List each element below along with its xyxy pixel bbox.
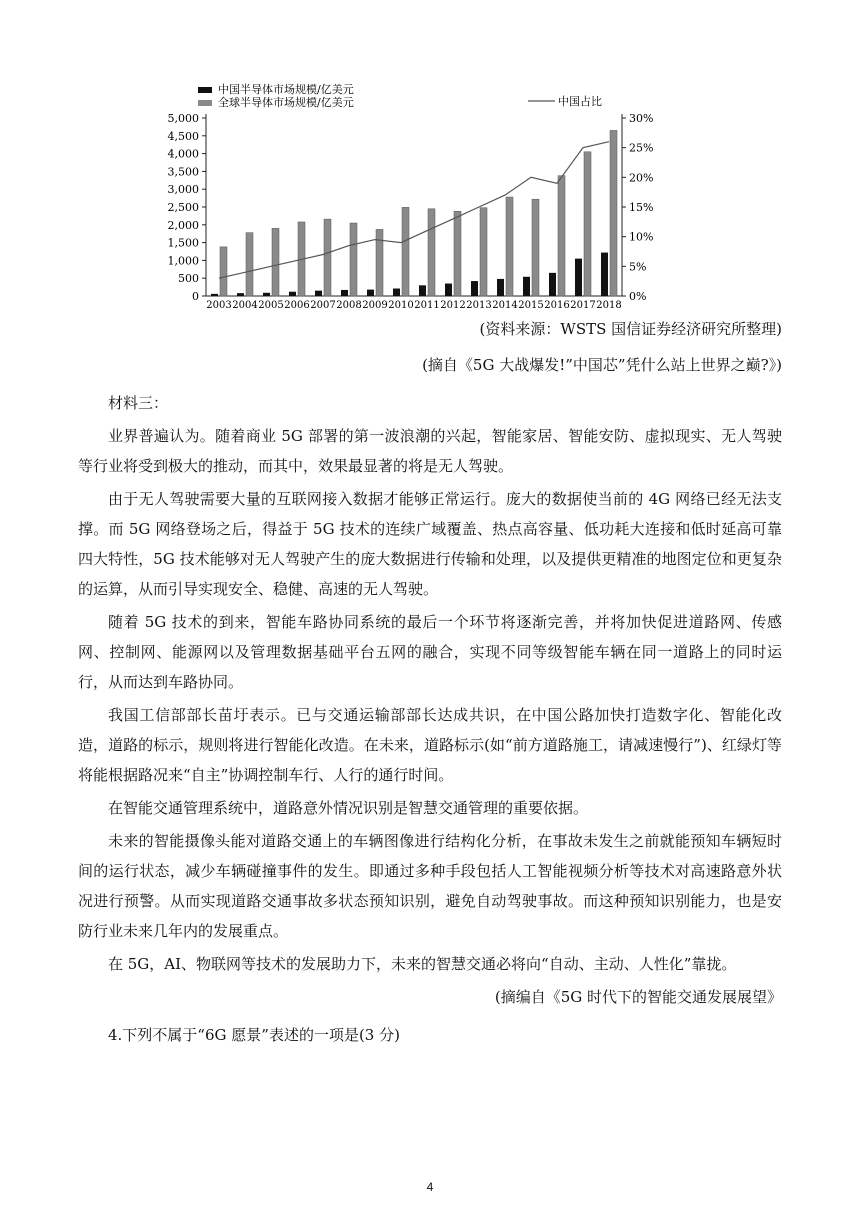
paragraph-1: 业界普遍认为。随着商业 5G 部署的第一波浪潮的兴起，智能家居、智能安防、虚拟现实、无人驾驶等行业将受到极大的推动，而其中，效果最显著的将是无人驾驶。: [78, 427, 782, 475]
bar-global: [558, 176, 565, 296]
y-left-tick-label: 2,000: [167, 218, 199, 232]
bar-global: [480, 208, 487, 296]
y-left-tick-label: 5,000: [167, 112, 199, 125]
x-tick-label: 2006: [284, 300, 310, 310]
x-tick-label: 2005: [258, 300, 284, 310]
y-left-tick-label: 2,500: [167, 201, 199, 214]
y-right-tick-label: 30%: [629, 112, 654, 125]
material-title: 材料三：: [108, 394, 169, 412]
bar-global: [272, 228, 279, 296]
x-tick-label: 2018: [596, 300, 622, 310]
y-left-tick-label: 3,500: [167, 165, 199, 179]
x-tick-label: 2017: [570, 300, 596, 310]
bar-china: [341, 290, 348, 296]
bar-china: [471, 281, 478, 296]
y-right-tick-label: 20%: [629, 171, 654, 185]
bar-global: [454, 211, 461, 296]
y-right-tick-label: 0%: [629, 290, 647, 303]
legend-swatch-global: [198, 100, 212, 106]
x-tick-label: 2003: [206, 300, 232, 310]
y-left-tick-label: 3,000: [167, 183, 199, 197]
y-left-tick-label: 1,500: [167, 236, 199, 250]
y-right-tick-label: 15%: [629, 201, 654, 214]
y-right-tick-label: 10%: [629, 230, 654, 244]
bar-global: [350, 223, 357, 296]
article-body: [78, 388, 782, 1053]
legend-label-ratio: 中国占比: [558, 95, 602, 108]
bar-china: [575, 259, 582, 296]
bar-global: [610, 130, 617, 296]
paragraph-5: 在智能交通管理系统中，道路意外情况识别是智慧交通管理的重要依据。: [108, 799, 589, 817]
x-tick-label: 2007: [310, 300, 336, 310]
bar-china: [263, 293, 270, 296]
paragraph-2: 由于无人驾驶需要大量的互联网接入数据才能够正常运行。庞大的数据使当前的 4G 网络已经无法支撑。而 5G 网络登场之后，得益于 5G 技术的连续广域覆盖、热点高容量、低功耗大连接和低时延高可靠四大特性，5G 技术能够对无人驾驶产生的庞大数据进行传输和处理，以及提供更精准的地图定位和更复杂的运算，从而引导实现安全、稳健、高速的无人驾驶。: [78, 490, 782, 598]
bar-china: [211, 294, 218, 296]
bar-china: [445, 284, 452, 296]
x-tick-label: 2011: [414, 300, 440, 310]
paragraph-3: 随着 5G 技术的到来，智能车路协同系统的最后一个环节将逐渐完善，并将加快促进道路网、传感网、控制网、能源网以及管理数据基础平台五网的融合，实现不同等级智能车辆在同一道路上的同时运行，从而达到车路协同。: [78, 613, 782, 691]
bar-china: [419, 285, 426, 296]
paragraph-4: 我国工信部部长苗圩表示。已与交通运输部部长达成共识，在中国公路加快打造数字化、智能化改造，道路的标示，规则将进行智能化改造。在未来，道路标示(如“前方道路施工，请减速慢行”)、红绿灯等将能根据路况来“自主”协调控制车行、人行的通行时间。: [78, 706, 782, 784]
chart-legend: [198, 82, 602, 109]
bar-global: [246, 233, 253, 296]
y-left-tick-label: 4,000: [167, 147, 199, 161]
bar-china: [237, 293, 244, 296]
excerpt-note-2: (摘编自《5G 时代下的智能交通发展展望》: [494, 988, 782, 1006]
bar-global: [324, 219, 331, 296]
bar-china: [601, 253, 608, 296]
y-right-tick-label: 25%: [629, 141, 654, 155]
y-left-tick-label: 500: [178, 272, 199, 286]
excerpt-note: (摘自《5G 大战爆发!”中国芯”凭什么站上世界之巅?》): [422, 356, 782, 374]
legend-swatch-china: [198, 87, 212, 93]
legend-label-china: 中国半导体市场规模/亿美元: [218, 83, 354, 96]
x-tick-label: 2009: [362, 300, 388, 310]
bar-china: [523, 277, 530, 296]
x-tick-label: 2016: [544, 300, 570, 310]
x-tick-label: 2014: [492, 300, 518, 310]
bar-china: [393, 289, 400, 296]
bar-china: [315, 291, 322, 296]
bar-china: [367, 290, 374, 296]
paragraph-7: 在 5G，AI、物联网等技术的发展助力下，未来的智慧交通必将向“自动、主动、人性化”靠拢。: [108, 955, 737, 973]
x-tick-label: 2008: [336, 300, 362, 310]
bar-china: [549, 273, 556, 296]
semiconductor-chart: [150, 78, 670, 310]
bar-china: [497, 279, 504, 296]
bar-global: [532, 199, 539, 296]
bar-global: [584, 152, 591, 296]
page-number: 4: [426, 1180, 434, 1194]
y-right-tick-label: 5%: [629, 260, 647, 274]
x-tick-label: 2013: [466, 300, 492, 310]
bar-global: [428, 209, 435, 296]
source-note: (资料来源：WSTS 国信证券经济研究所整理): [479, 320, 782, 338]
chart-plot-area: [168, 112, 654, 310]
bar-global: [402, 207, 409, 296]
x-tick-label: 2015: [518, 300, 544, 310]
y-left-tick-label: 0: [192, 290, 199, 303]
paragraph-6: 未来的智能摄像头能对道路交通上的车辆图像进行结构化分析，在事故未发生之前就能预知车辆短时间的运行状态，减少车辆碰撞事件的发生。即通过多种手段包括人工智能视频分析等技术对高速路意外状况进行预警。从而实现道路交通事故多状态预知识别，避免自动驾驶事故。而这种预知识别能力，也是安防行业未来几年内的发展重点。: [78, 832, 782, 940]
x-tick-label: 2004: [232, 300, 258, 310]
x-tick-label: 2012: [440, 300, 466, 310]
chart-svg: [150, 78, 670, 310]
bar-global: [506, 197, 513, 296]
y-left-tick-label: 1,000: [167, 254, 199, 268]
y-left-tick-label: 4,500: [167, 129, 199, 143]
x-tick-label: 2010: [388, 300, 414, 310]
legend-label-global: 全球半导体市场规模/亿美元: [218, 96, 354, 109]
question-4: 4.下列不属于“6G 愿景”表述的一项是(3 分): [108, 1026, 400, 1044]
bar-china: [289, 292, 296, 296]
bar-global: [220, 247, 227, 296]
